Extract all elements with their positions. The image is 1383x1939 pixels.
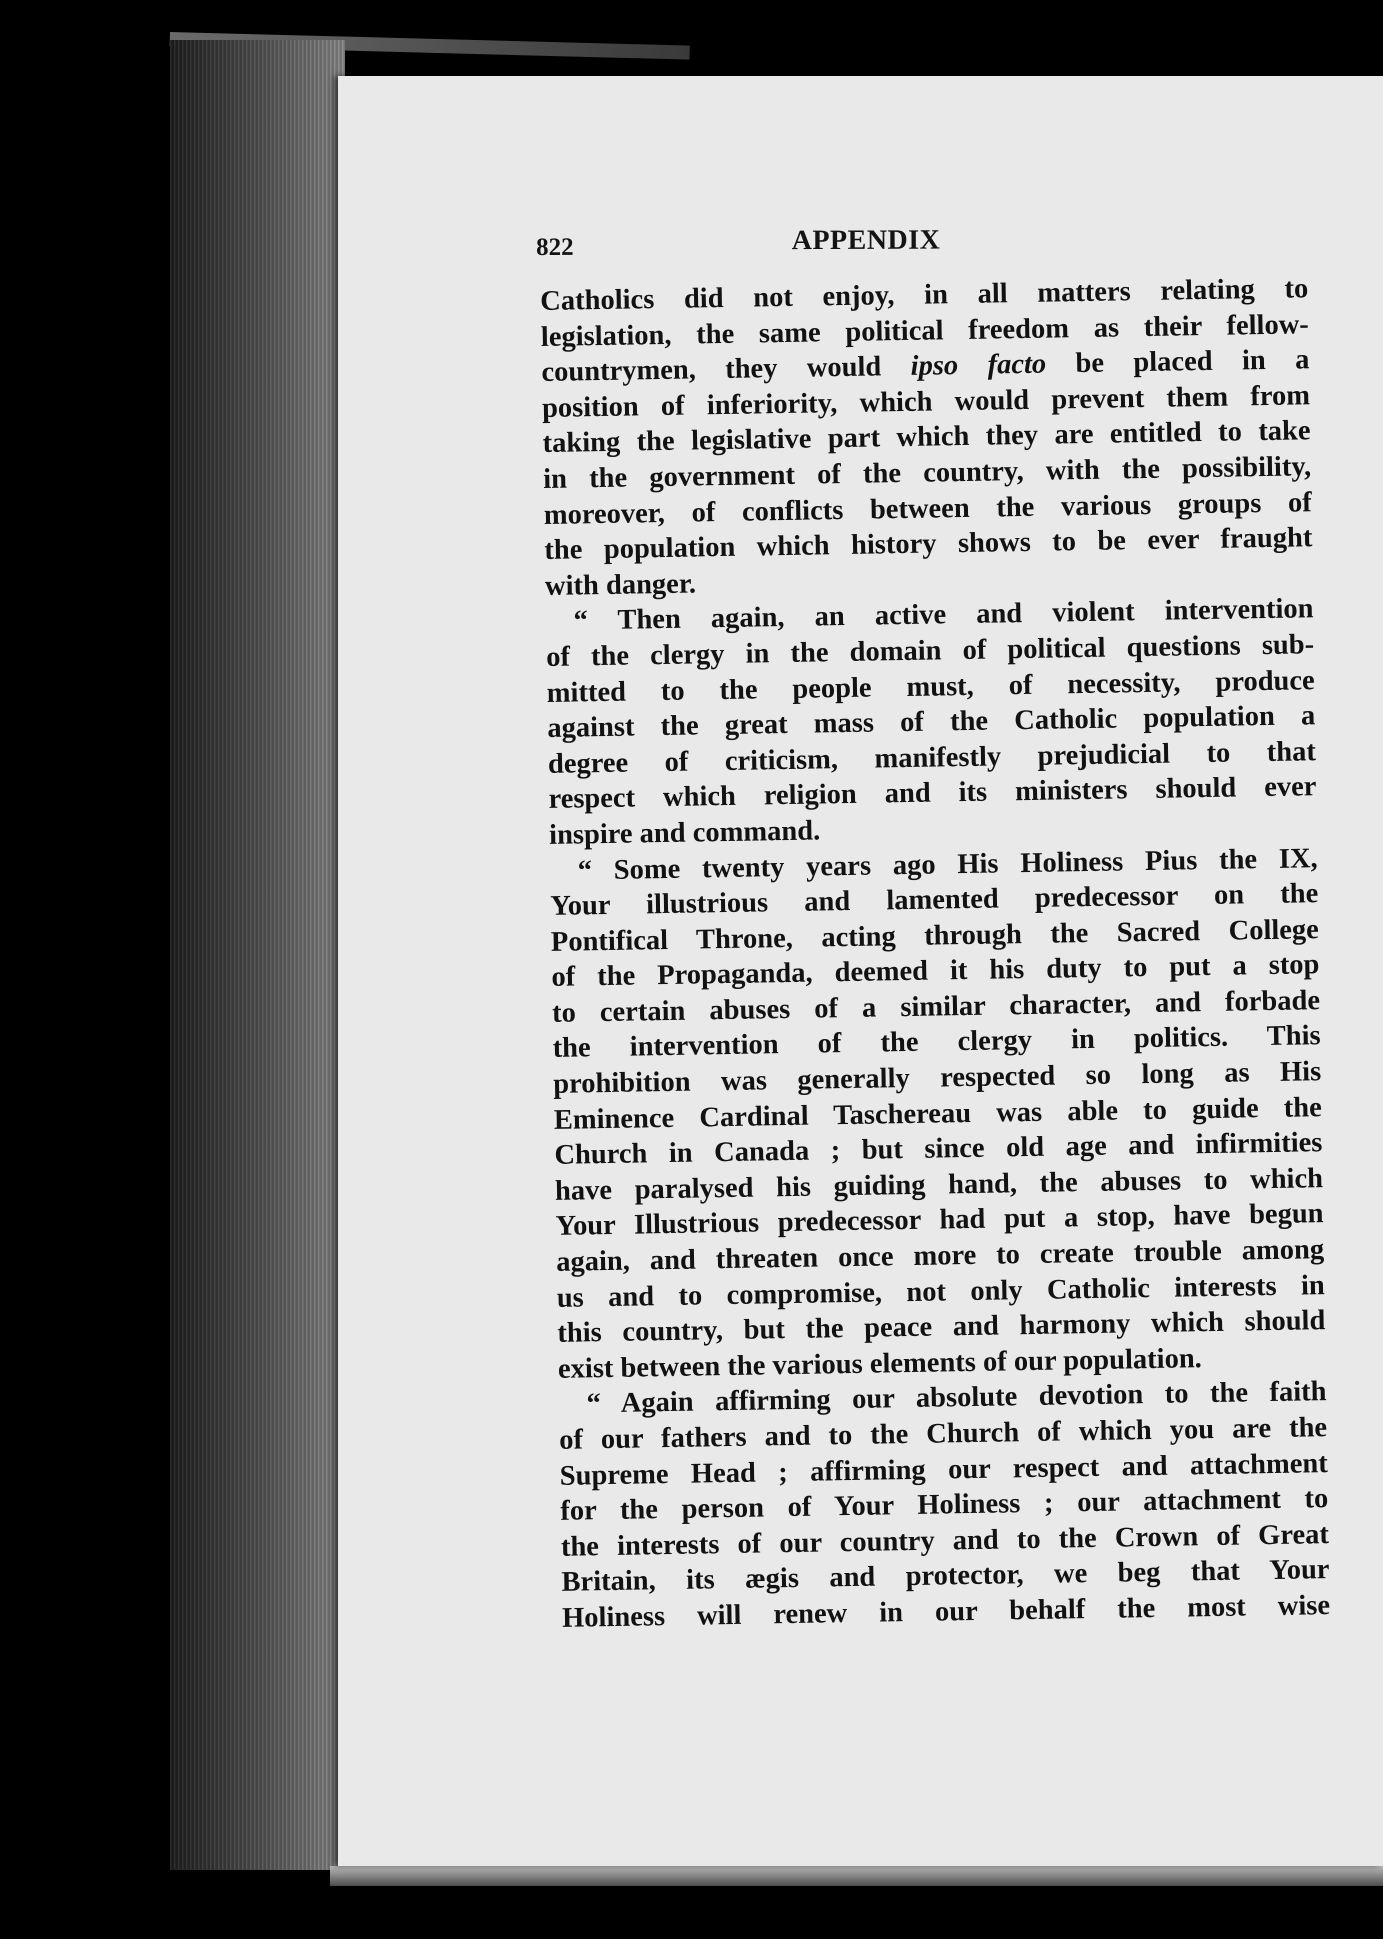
page-number: 822 bbox=[536, 233, 574, 261]
text-line: us and to compromise, not only Catholic interests in bbox=[556, 1269, 1325, 1314]
text-line: Holiness will renew in our behalf the most wise bbox=[561, 1590, 1331, 1634]
text-line: “ Then again, an active and violent intervention bbox=[573, 593, 1314, 637]
text-line: inspire and command. bbox=[548, 815, 821, 851]
text-line: legislation, the same political freedom as their fellow- bbox=[540, 308, 1310, 353]
text-line: position of inferiority, which would prevent them from bbox=[541, 380, 1311, 424]
text-line: the population which history shows to be ever fraught bbox=[544, 522, 1313, 567]
text-line: Pontifical Throne, acting through the Sacred College bbox=[550, 913, 1320, 958]
text-line: the intervention of the clergy in politics. This bbox=[552, 1020, 1321, 1065]
text-line: to certain abuses of a similar character, and forbade bbox=[551, 985, 1321, 1029]
text-line: exist between the various elements of our population. bbox=[557, 1342, 1203, 1385]
body-text bbox=[540, 271, 1330, 1636]
text-line: for the person of Your Holiness ; our attachment to bbox=[560, 1483, 1329, 1528]
text-line: against the great mass of the Catholic population a bbox=[547, 700, 1316, 745]
text-line: of the Propaganda, deemed it his duty to put a stop bbox=[551, 949, 1320, 994]
text-line: in the government of the country, with the possibility, bbox=[542, 451, 1312, 495]
book-bottom-edge bbox=[330, 1866, 1383, 1886]
page-sheet bbox=[338, 76, 1383, 1866]
book-page-stack-edge bbox=[170, 40, 345, 1870]
page-header bbox=[536, 224, 1196, 266]
text-line: moreover, of conflicts between the various groups of bbox=[543, 486, 1312, 531]
text-line: degree of criticism, manifestly prejudicial to that bbox=[547, 735, 1317, 780]
text-line: Britain, its ægis and protector, we beg that Your bbox=[561, 1554, 1330, 1599]
text-line: Church in Canada ; but since old age and infirmities bbox=[554, 1127, 1323, 1172]
running-head: APPENDIX bbox=[791, 224, 941, 257]
text-line: have paralysed his guiding hand, the abuses to which bbox=[554, 1162, 1324, 1207]
text-line: countrymen, they would ipso facto be placed in a bbox=[541, 344, 1310, 389]
text-line: mitted to the people must, of necessity, produce bbox=[546, 664, 1315, 709]
text-line: with danger. bbox=[544, 568, 697, 602]
text-line: Your illustrious and lamented predecessor on the bbox=[550, 878, 1319, 923]
text-line: this country, but the peace and harmony which should bbox=[557, 1305, 1326, 1350]
text-line: Supreme Head ; affirming our respect and attachment bbox=[559, 1447, 1328, 1492]
text-line: Your Illustrious predecessor had put a stop, have begun bbox=[555, 1198, 1324, 1243]
text-line: prohibition was generally respected so long as His bbox=[553, 1056, 1322, 1100]
text-line: respect which religion and its ministers should ever bbox=[548, 771, 1317, 816]
text-line: Eminence Cardinal Taschereau was able to guide the bbox=[553, 1091, 1323, 1136]
italic-phrase: ipso facto bbox=[910, 348, 1047, 383]
text-line: taking the legislative part which they are entitled to take bbox=[542, 415, 1311, 460]
text-line: again, and threaten once more to create trouble among bbox=[555, 1234, 1325, 1278]
text-line: “ Again affirming our absolute devotion to the faith bbox=[586, 1376, 1327, 1420]
text-line: of the clergy in the domain of political questions sub- bbox=[545, 629, 1315, 673]
text-line: Catholics did not enjoy, in all matters relating to bbox=[540, 273, 1309, 317]
text-line: the interests of our country and to the Crown of Great bbox=[560, 1518, 1330, 1563]
text-line: of our fathers and to the Church of which you are the bbox=[558, 1412, 1328, 1456]
text-line: “ Some twenty years ago His Holiness Pius the IX, bbox=[577, 842, 1318, 886]
